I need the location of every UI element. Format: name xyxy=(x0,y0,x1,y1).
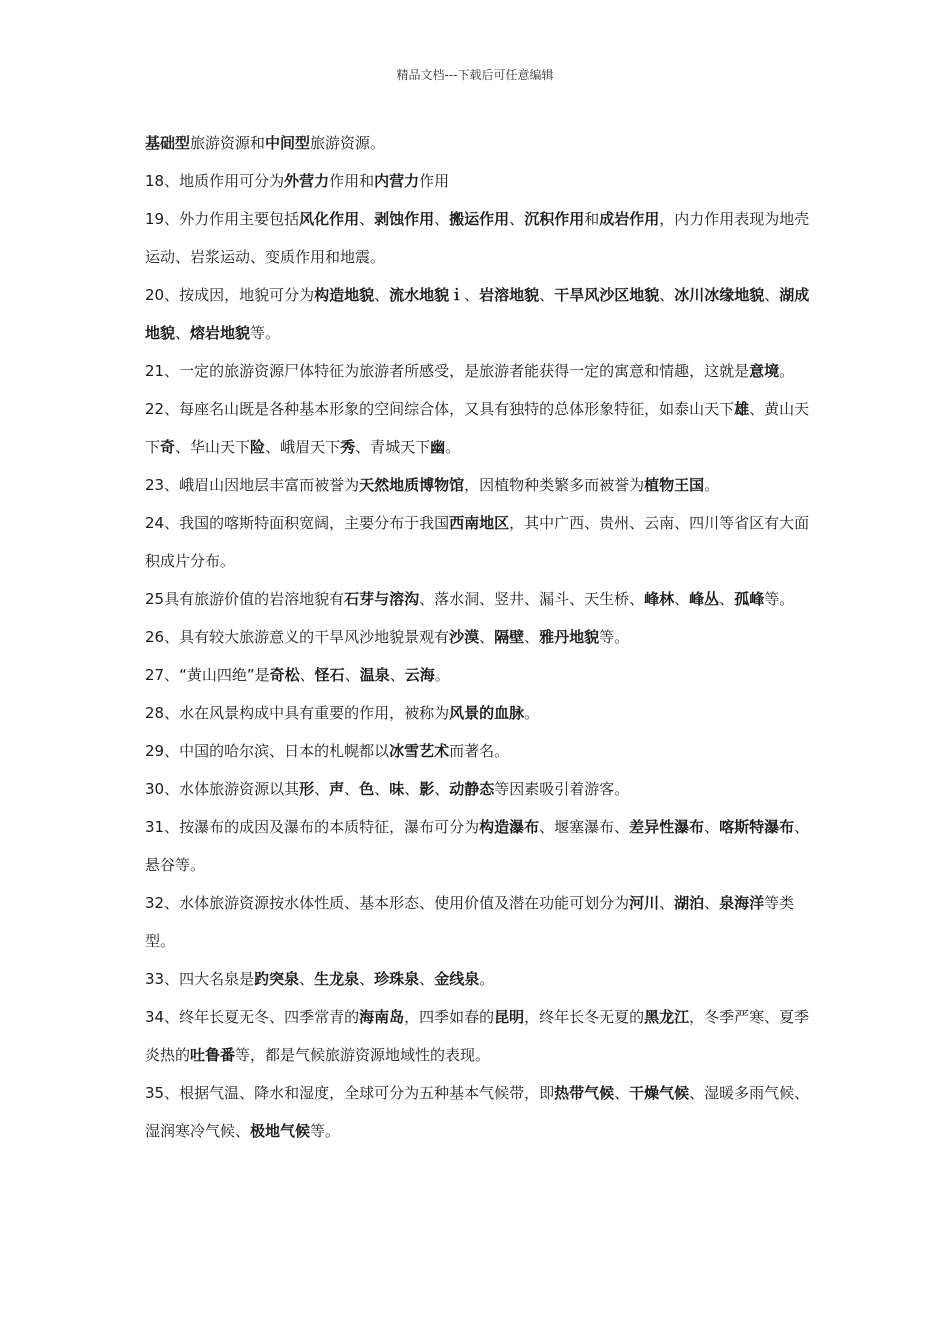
text-run: 21、一定的旅游资源尸体特征为旅游者所感受，是旅游者能获得一定的寓意和情趣，这就是 xyxy=(145,362,750,380)
paragraph xyxy=(145,694,810,732)
bold-text: 搬运作用 xyxy=(449,210,510,228)
text-run: 等类型。 xyxy=(145,894,795,950)
paragraph xyxy=(145,352,810,390)
paragraph xyxy=(145,124,810,162)
bold-text: 冰雪艺术 xyxy=(389,742,450,760)
paragraph xyxy=(145,884,810,960)
text-run: 、 xyxy=(674,590,690,608)
bold-text: 风景的血脉 xyxy=(449,704,525,722)
text-run: 、 xyxy=(299,666,315,684)
text-run: 32、水体旅游资源按水体性质、基本形态、使用价值及潜在功能可划分为 xyxy=(145,894,630,912)
text-run: 、 xyxy=(314,780,330,798)
bold-text: 黑龙江 xyxy=(644,1008,690,1026)
bold-text: 怪石 xyxy=(314,666,345,684)
text-run: 、堰塞瀑布、 xyxy=(539,818,630,836)
text-run: 、 xyxy=(704,894,720,912)
bold-text: 形 xyxy=(299,780,315,798)
text-run: 等，都是气候旅游资源地域性的表现。 xyxy=(235,1046,491,1064)
text-run: 、 xyxy=(175,324,191,342)
bold-text: 流水地貌ｉ xyxy=(389,286,465,304)
text-run: 30、水体旅游资源以其 xyxy=(145,780,300,798)
text-run: 旅游资源。 xyxy=(310,134,386,152)
bold-text: 西南地区 xyxy=(449,514,510,532)
bold-text: 峰林 xyxy=(644,590,675,608)
bold-text: 意境 xyxy=(749,362,780,380)
bold-text: 动静态 xyxy=(449,780,495,798)
paragraph xyxy=(145,466,810,504)
text-run: 、 xyxy=(344,666,360,684)
bold-text: 峰丛 xyxy=(689,590,720,608)
bold-text: 海南岛 xyxy=(359,1008,405,1026)
text-run: 等。 xyxy=(764,590,795,608)
bold-text: 幽 xyxy=(430,438,446,456)
bold-text: 吐鲁番 xyxy=(190,1046,236,1064)
text-run: 和 xyxy=(584,210,600,228)
bold-text: 极地气候 xyxy=(250,1122,311,1140)
bold-text: 风化作用 xyxy=(299,210,360,228)
text-run: 、 xyxy=(434,210,450,228)
text-run: 、 xyxy=(614,1084,630,1102)
bold-text: 天然地质博物馆 xyxy=(359,476,465,494)
text-run: 、 xyxy=(419,970,435,988)
paragraph xyxy=(145,960,810,998)
paragraph xyxy=(145,1074,810,1150)
text-run: ，终年长冬无夏的 xyxy=(524,1008,645,1026)
text-run: 。 xyxy=(524,704,540,722)
paragraph xyxy=(145,656,810,694)
bold-text: 喀斯特瀑布 xyxy=(719,818,795,836)
text-run: 、 xyxy=(374,286,390,304)
text-run: ，四季如春的 xyxy=(404,1008,495,1026)
paragraph xyxy=(145,732,810,770)
paragraph xyxy=(145,808,810,884)
bold-text: 干燥气候 xyxy=(629,1084,690,1102)
paragraph xyxy=(145,390,810,466)
bold-text: 险 xyxy=(250,438,266,456)
text-run: 、 xyxy=(299,970,315,988)
bold-text: 湖成地貌 xyxy=(145,286,810,342)
text-run: 19、外力作用主要包括 xyxy=(145,210,300,228)
bold-text: 云海 xyxy=(404,666,435,684)
text-run: 35、根据气温、降水和湿度，全球可分为五种基本气候带，即 xyxy=(145,1084,555,1102)
text-run: 等。 xyxy=(310,1122,341,1140)
bold-text: 奇松 xyxy=(269,666,300,684)
bold-text: 昆明 xyxy=(494,1008,525,1026)
bold-text: 基础型 xyxy=(145,134,191,152)
bold-text: 石芽与溶沟 xyxy=(344,590,420,608)
text-run: 、 xyxy=(359,210,375,228)
text-run: 、峨眉天下 xyxy=(265,438,341,456)
bold-text: 声 xyxy=(329,780,345,798)
text-run: 、华山天下 xyxy=(175,438,251,456)
text-run: 。 xyxy=(779,362,795,380)
text-run: 、 xyxy=(659,894,675,912)
bold-text: 雅丹地貌 xyxy=(539,628,600,646)
text-run: 等。 xyxy=(250,324,281,342)
text-run: 33、四大名泉是 xyxy=(145,970,255,988)
text-run: 、 xyxy=(539,286,555,304)
bold-text: 干旱风沙区地貌 xyxy=(554,286,660,304)
bold-text: 植物王国 xyxy=(644,476,705,494)
text-run: 、 xyxy=(344,780,360,798)
text-run: 作用和 xyxy=(329,172,375,190)
bold-text: 构造地貌 xyxy=(314,286,375,304)
bold-text: 内营力 xyxy=(374,172,420,190)
text-run: 25具有旅游价值的岩溶地貌有 xyxy=(145,590,345,608)
bold-text: 沉积作用 xyxy=(524,210,585,228)
text-run: 、 xyxy=(764,286,780,304)
text-run: 等。 xyxy=(599,628,630,646)
text-run: ，其中广西、贵州、云南、四川等省区有大面积成片分布。 xyxy=(145,514,810,570)
bold-text: 热带气候 xyxy=(554,1084,615,1102)
bold-text: 金线泉 xyxy=(434,970,480,988)
text-run: 。 xyxy=(434,666,450,684)
paragraph xyxy=(145,770,810,808)
bold-text: 沙漠 xyxy=(449,628,480,646)
text-run: 31、按瀑布的成因及瀑布的本质特征，瀑布可分为 xyxy=(145,818,480,836)
text-run: 27、“黄山四绝”是 xyxy=(145,666,270,684)
bold-text: 剥蚀作用 xyxy=(374,210,435,228)
bold-text: 岩溶地貌 xyxy=(479,286,540,304)
bold-text: 味 xyxy=(389,780,405,798)
bold-text: 色 xyxy=(359,780,375,798)
bold-text: 生龙泉 xyxy=(314,970,360,988)
text-run: 、 xyxy=(509,210,525,228)
text-run: 20、按成因，地貌可分为 xyxy=(145,286,315,304)
text-run: 。 xyxy=(479,970,495,988)
text-run: 34、终年长夏无冬、四季常青的 xyxy=(145,1008,360,1026)
text-run: 、悬谷等。 xyxy=(145,818,810,874)
page-header: 精品文档---下载后可任意编辑 xyxy=(396,68,554,82)
text-run: 、 xyxy=(389,666,405,684)
paragraph xyxy=(145,618,810,656)
bold-text: 隔壁 xyxy=(494,628,525,646)
text-run: 而著名。 xyxy=(449,742,510,760)
text-run: ，内力作用表现为地壳运动、岩浆运动、变质作用和地震。 xyxy=(145,210,810,266)
bold-text: 河川 xyxy=(629,894,660,912)
bold-text: 构造瀑布 xyxy=(479,818,540,836)
bold-text: 孤峰 xyxy=(734,590,765,608)
text-run: 等因素吸引着游客。 xyxy=(494,780,630,798)
text-run: 、 xyxy=(464,286,480,304)
text-run: 、黄山天下 xyxy=(145,400,810,456)
text-run: 、 xyxy=(719,590,735,608)
text-run: 、 xyxy=(479,628,495,646)
text-run: 29、中国的哈尔滨、日本的札幌都以 xyxy=(145,742,390,760)
paragraph xyxy=(145,998,810,1074)
bold-text: 湖泊 xyxy=(674,894,705,912)
text-run: 26、具有较大旅游意义的干旱风沙地貌景观有 xyxy=(145,628,450,646)
bold-text: 雄 xyxy=(734,400,750,418)
bold-text: 趵突泉 xyxy=(254,970,300,988)
text-run: 、 xyxy=(434,780,450,798)
text-run: 、湿暖多雨气候、湿润寒冷气候、 xyxy=(145,1084,810,1140)
text-run: ，冬季严寒、夏季炎热的 xyxy=(145,1008,810,1064)
bold-text: 熔岩地貌 xyxy=(190,324,251,342)
bold-text: 珍珠泉 xyxy=(374,970,420,988)
document-body xyxy=(145,124,810,1150)
paragraph xyxy=(145,504,810,580)
text-run: 、 xyxy=(524,628,540,646)
text-run: 22、每座名山既是各种基本形象的空间综合体，又具有独特的总体形象特征，如泰山天下 xyxy=(145,400,735,418)
text-run: 、 xyxy=(659,286,675,304)
text-run: 。 xyxy=(704,476,720,494)
paragraph xyxy=(145,162,810,200)
paragraph xyxy=(145,200,810,276)
text-run: 、 xyxy=(374,780,390,798)
bold-text: 影 xyxy=(419,780,435,798)
paragraph xyxy=(145,276,810,352)
text-run: 。 xyxy=(445,438,461,456)
text-run: 、 xyxy=(404,780,420,798)
text-run: 、落水洞、竖井、漏斗、天生桥、 xyxy=(419,590,645,608)
bold-text: 奇 xyxy=(160,438,176,456)
text-run: 28、水在风景构成中具有重要的作用，被称为 xyxy=(145,704,450,722)
text-run: ，因植物种类繁多而被誉为 xyxy=(464,476,645,494)
text-run: 、 xyxy=(704,818,720,836)
bold-text: 秀 xyxy=(340,438,356,456)
bold-text: 泉海洋 xyxy=(719,894,765,912)
text-run: 旅游资源和 xyxy=(190,134,266,152)
text-run: 23、峨眉山因地层丰富而被誉为 xyxy=(145,476,360,494)
text-run: 、青城天下 xyxy=(355,438,431,456)
bold-text: 冰川冰缘地貌 xyxy=(674,286,765,304)
bold-text: 中间型 xyxy=(265,134,311,152)
bold-text: 温泉 xyxy=(359,666,390,684)
text-run: 18、地质作用可分为 xyxy=(145,172,285,190)
bold-text: 外营力 xyxy=(284,172,330,190)
text-run: 作用 xyxy=(419,172,450,190)
paragraph xyxy=(145,580,810,618)
bold-text: 成岩作用 xyxy=(599,210,660,228)
bold-text: 差异性瀑布 xyxy=(629,818,705,836)
text-run: 24、我国的喀斯特面积宽阔，主要分布于我国 xyxy=(145,514,450,532)
text-run: 、 xyxy=(359,970,375,988)
